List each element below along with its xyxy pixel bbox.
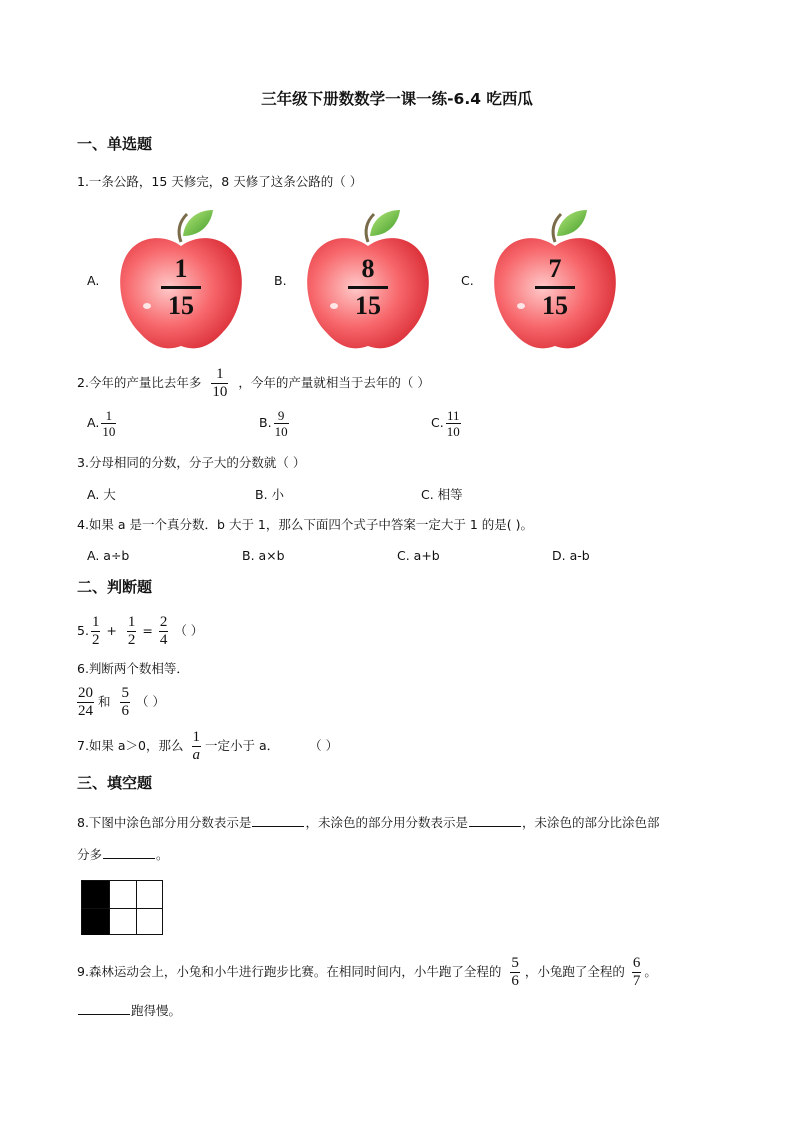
q2-option-a[interactable]: A. $\frac{1}{10}$ — [87, 408, 116, 439]
q5-answer-blank[interactable]: （ ） — [174, 623, 204, 638]
grid-cell — [136, 908, 163, 935]
grid-cell-shaded — [82, 908, 109, 935]
section-heading-single-choice: 一、单选题 — [77, 135, 153, 153]
q1-c-numerator: 7 — [548, 254, 562, 283]
q1-b-denominator: 15 — [348, 286, 388, 319]
q3-option-c[interactable]: C. 相等 — [421, 487, 463, 502]
q6-answer-blank[interactable]: （ ） — [135, 694, 165, 709]
q8-blank-1[interactable] — [252, 814, 304, 827]
question-9-line1: 9.森林运动会上，小兔和小牛进行跑步比赛。在相同时间内，小牛跑了全程的 $\frac{5}{6}$ ，小兔跑了全程的 $\frac{6}{7}$ 。 — [77, 955, 657, 989]
question-4-text: 4.如果 a 是一个真分数．b 大于 1，那么下面四个式子中答案一定大于 1 的是( )。 — [77, 517, 533, 532]
q2-option-b[interactable]: B. $\frac{9}{10}$ — [259, 408, 288, 439]
q1-option-a-apple[interactable] — [117, 206, 245, 354]
q1-a-numerator: 1 — [174, 254, 188, 283]
grid-cell — [109, 881, 136, 908]
question-1-text: 1.一条公路，15 天修完，8 天修了这条公路的（ ） — [77, 174, 363, 189]
grid-cell — [109, 908, 136, 935]
q3-option-a[interactable]: A. 大 — [87, 487, 116, 502]
section-heading-fill-blank: 三、填空题 — [77, 774, 153, 792]
q1-option-b-apple[interactable] — [304, 206, 432, 354]
grid-cell-shaded — [82, 881, 109, 908]
q1-option-c-apple[interactable] — [491, 206, 619, 354]
q7-answer-blank[interactable]: （ ） — [309, 738, 339, 753]
shaded-grid-figure — [81, 880, 163, 935]
q1-option-c-label: C. — [461, 273, 474, 288]
q1-c-denominator: 15 — [535, 286, 575, 319]
q2-text-post: ，今年的产量就相当于去年的（ ） — [238, 375, 430, 390]
q4-option-c[interactable]: C. a+b — [397, 548, 440, 563]
section-heading-true-false: 二、判断题 — [77, 578, 153, 596]
q2-option-c[interactable]: C. $\frac{11}{10}$ — [431, 408, 460, 439]
question-5: 5. $\frac{1}{2}$ + $\frac{1}{2}$ = $\frac{2}{4}$ （ ） — [77, 614, 204, 648]
page-title: 三年级下册数数学一课一练-6.4 吃西瓜 — [261, 90, 533, 108]
question-9-line2: 跑得慢。 — [77, 1001, 181, 1019]
q1-option-a-label: A. — [87, 273, 100, 288]
q2-text-pre: 2.今年的产量比去年多 — [77, 375, 202, 390]
question-3-text: 3.分母相同的分数，分子大的分数就（ ） — [77, 455, 306, 470]
q1-a-denominator: 15 — [161, 286, 201, 319]
question-2 — [77, 367, 430, 400]
q9-blank[interactable] — [78, 1002, 130, 1015]
question-7: 7.如果 a＞0，那么 $\frac{1}{a}$ 一定小于 a． （ ） — [77, 729, 339, 763]
q1-option-b-label: B. — [274, 273, 287, 288]
q1-b-numerator: 8 — [361, 254, 375, 283]
question-6-fractions: $\frac{20}{24}$ 和 $\frac{5}{6}$ （ ） — [78, 685, 165, 719]
q4-option-b[interactable]: B. a×b — [242, 548, 285, 563]
q4-option-d[interactable]: D. a-b — [552, 548, 590, 563]
q8-blank-3[interactable] — [103, 846, 155, 859]
q3-option-b[interactable]: B. 小 — [255, 487, 285, 502]
question-8-line2: 分多 。 — [77, 847, 169, 862]
q8-blank-2[interactable] — [469, 814, 521, 827]
question-6-text: 6.判断两个数相等． — [77, 661, 189, 676]
grid-cell — [136, 881, 163, 908]
q2-fraction: $\frac{1}{10}$ — [212, 366, 228, 400]
question-8-line1: 8.下图中涂色部分用分数表示是 ，未涂色的部分用分数表示是 ，未涂色的部分比涂色部 — [77, 815, 660, 830]
q4-option-a[interactable]: A. a÷b — [87, 548, 130, 563]
